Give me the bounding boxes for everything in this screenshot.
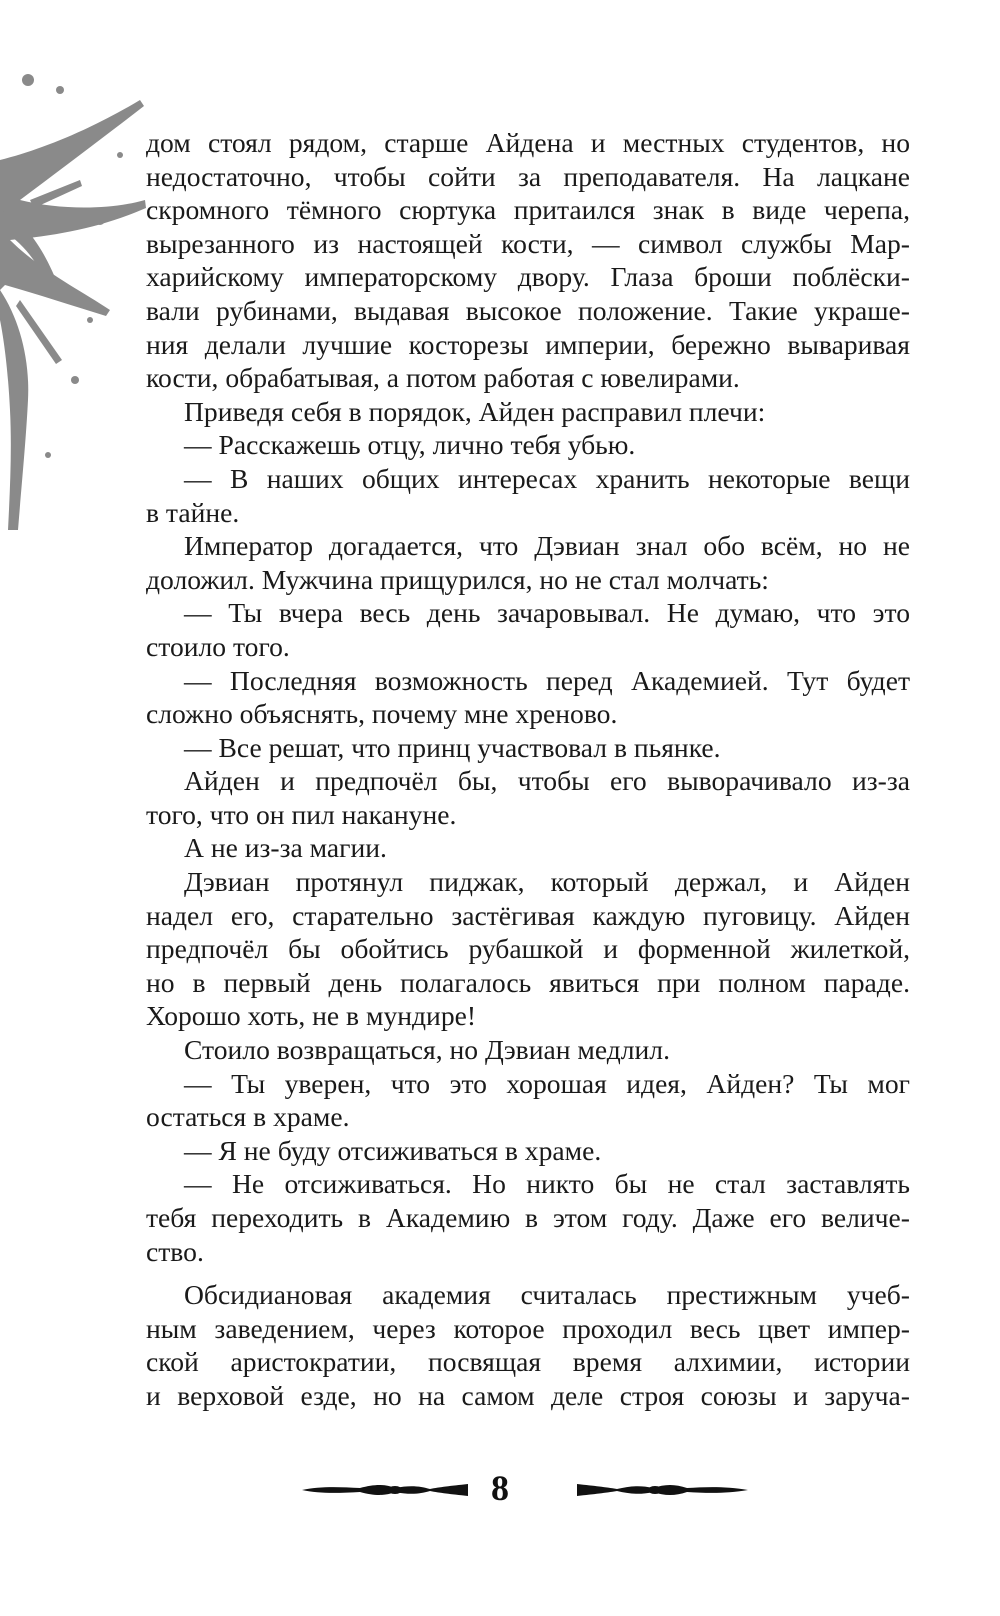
paragraph-gap <box>146 1268 910 1278</box>
text-line: кости, обрабатывая, а потом работая с ювелирами. <box>146 362 740 394</box>
text-line: остаться в храме. <box>146 1101 350 1133</box>
text-line: — Ты вчера весь день зачаровывал. Не думаю, что это <box>184 597 910 629</box>
text-line: предпочёл бы обойтись рубашкой и форменной жилеткой, <box>146 933 910 965</box>
text-line: — Последняя возможность перед Академией. Тут будет <box>184 664 910 696</box>
text-line: недостаточно, чтобы сойти за преподавателя. На лацкане <box>146 160 910 192</box>
text-line: вали рубинами, выдавая высокое положение. Такие украше- <box>146 294 910 326</box>
text-line: — Все решат, что принц участвовал в пьянке. <box>184 731 721 763</box>
text-line: ской аристократии, посвящая время алхимии, истории <box>146 1346 910 1378</box>
right-ornament-flourish <box>575 1478 750 1502</box>
text-line: Император догадается, что Дэвиан знал обо всём, но не <box>184 530 910 562</box>
text-line: харийскому императорскому двору. Глаза броши поблёски- <box>146 261 910 293</box>
text-line: Хорошо хоть, не в мундире! <box>146 1000 477 1032</box>
text-line: Дэвиан протянул пиджак, который держал, и Айден <box>184 866 910 898</box>
text-line: вырезанного из настоящей кости, — символ службы Мар- <box>146 227 910 259</box>
ink-splash-decoration <box>0 60 150 530</box>
text-line: ным заведением, через которое проходил весь цвет импер- <box>146 1312 910 1344</box>
text-line: А не из-за магии. <box>184 832 387 864</box>
text-line: того, что он пил накануне. <box>146 798 457 830</box>
text-line: доложил. Мужчина прищурился, но не стал молчать: <box>146 563 769 595</box>
text-line: сложно объяснять, почему мне хреново. <box>146 698 618 730</box>
text-line: ния делали лучшие косторезы империи, бережно вываривая <box>146 328 910 360</box>
left-ornament-flourish <box>300 1478 470 1502</box>
text-line: но в первый день полагалось явиться при полном параде. <box>146 966 910 998</box>
text-line: ство. <box>146 1235 204 1267</box>
text-line: и верховой езде, но на самом деле строя союзы и заруча- <box>146 1379 910 1411</box>
text-line: в тайне. <box>146 496 240 528</box>
text-line: скромного тёмного сюртука притаился знак в виде черепа, <box>146 194 910 226</box>
text-line: Стоило возвращаться, но Дэвиан медлил. <box>184 1034 670 1066</box>
text-line: надел его, старательно застёгивая каждую пуговицу. Айден <box>146 899 910 931</box>
text-line: Приведя себя в порядок, Айден расправил плечи: <box>184 395 766 427</box>
text-line: — В наших общих интересах хранить некоторые вещи <box>184 462 910 494</box>
text-line: стоило того. <box>146 630 290 662</box>
text-line: дом стоял рядом, старше Айдена и местных студентов, но <box>146 127 910 158</box>
text-line: тебя переходить в Академию в этом году. Даже его величе- <box>146 1202 910 1233</box>
text-line: Обсидиановая академия считалась престижным учеб- <box>184 1279 910 1311</box>
page-body-text <box>146 126 910 1413</box>
page-number: 8 <box>491 1468 509 1508</box>
text-line: — Я не буду отсиживаться в храме. <box>184 1134 602 1166</box>
text-line: Айден и предпочёл бы, чтобы его выворачивало из-за <box>184 765 910 797</box>
text-line: — Ты уверен, что это хорошая идея, Айден? Ты мог <box>184 1067 910 1099</box>
text-line: — Расскажешь отцу, лично тебя убью. <box>184 429 636 461</box>
text-line: — Не отсиживаться. Но никто бы не стал заставлять <box>184 1168 910 1200</box>
page-footer <box>0 1460 1000 1520</box>
